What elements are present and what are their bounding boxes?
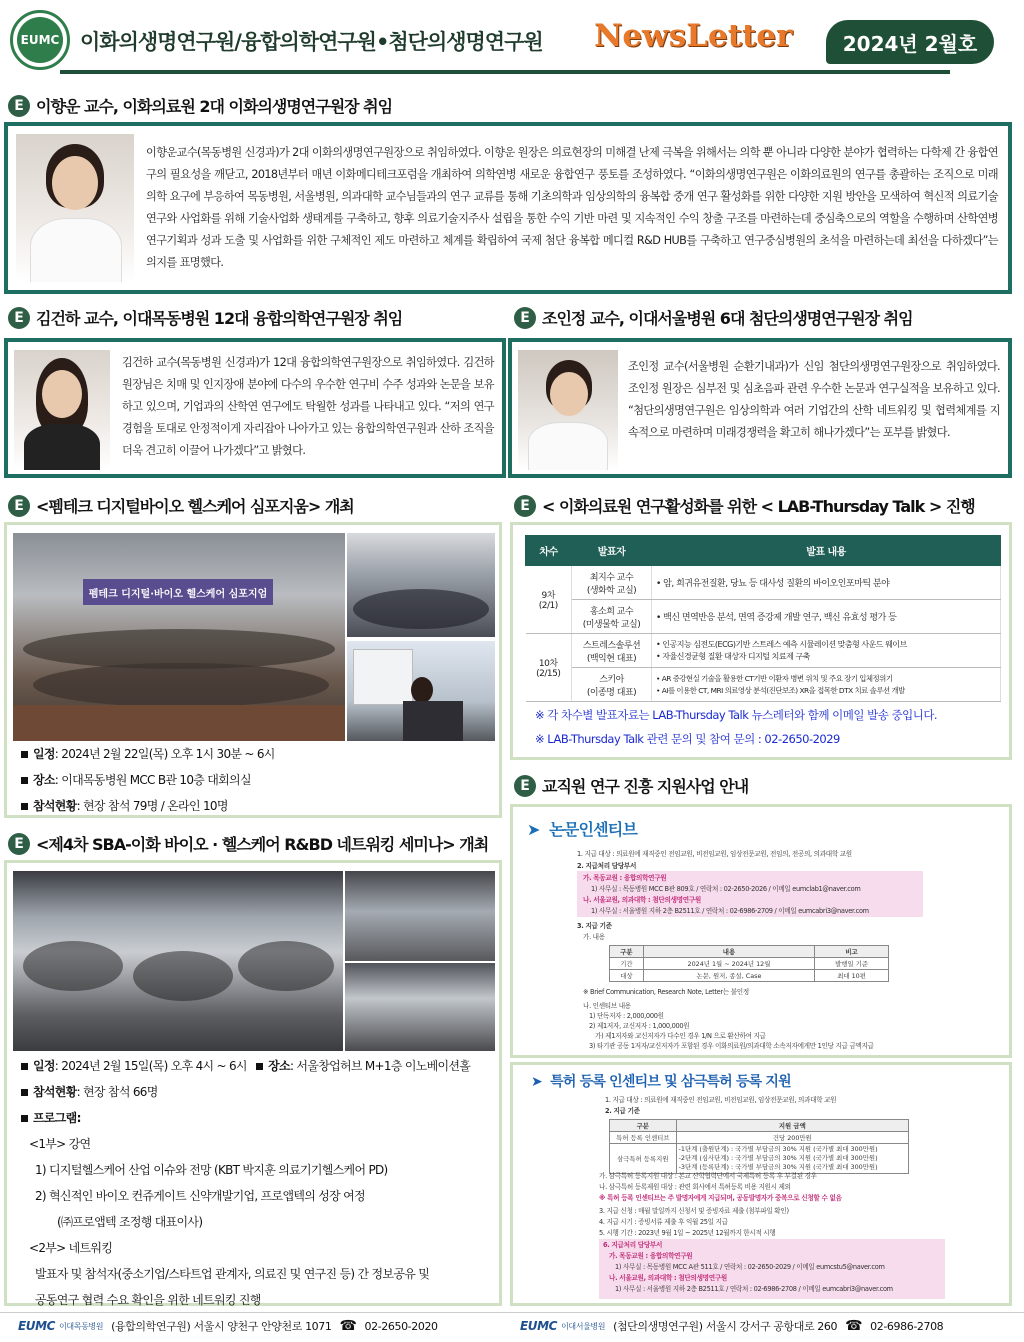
lab-header-speaker: 발표자 (572, 536, 652, 566)
sba-program-6: 발표자 및 참석자(중소기업/스타트업 관계자, 의료진 및 연구진 등) 간 정보공유 및 (35, 1267, 430, 1281)
table-row: 10차 (2/15) 스트레스솔루션 (백익현 대표) • 인공지능 심전도(ECG)기반 스트레스 예측 시뮬레이션 맞춤형 사운드 웨이브 • 자율신경균형 질환 대상자 디지털 치료제 구축 (526, 634, 1001, 668)
e-badge-icon: E (8, 95, 30, 117)
portrait-lee (16, 134, 134, 282)
cho-article-box (508, 338, 1012, 478)
portrait-cho (518, 350, 618, 470)
symposium-audience-photo (347, 533, 495, 637)
sba-program-1: <1부> 강연 (29, 1137, 91, 1151)
section-title-kim (8, 306, 402, 329)
phone-icon: ☎ (845, 1318, 863, 1334)
sba-box (4, 860, 502, 1306)
phone-icon: ☎ (339, 1318, 357, 1334)
section-title-lab (514, 494, 975, 517)
footer-phone-mokdong[interactable]: 02-2650-2020 (364, 1319, 438, 1333)
lab-header-content: 발표 내용 (652, 536, 1001, 566)
footer-logo-mokdong: EUMC (18, 1319, 56, 1333)
symposium-attendance: 참석현황: 현장 참석 79명 / 온라인 10명 (21, 793, 491, 819)
paper-incentive-title: ➤ 논문인센티브 (527, 820, 638, 839)
lee-article-box (4, 122, 1012, 294)
section-title-lee (8, 94, 392, 117)
section-title-symposium (8, 494, 354, 517)
table-row: 홍소희 교수 (미생물학 교실) • 백신 면역반응 분석, 면역 증강제 개발 연구, 백신 유효성 평가 등 (526, 600, 1001, 634)
sba-program-4: (㈜프로앱텍 조정행 대표이사) (57, 1215, 203, 1229)
lab-notice-1: ※ 각 차수별 발표자료는 LAB-Thursday Talk 뉴스레터와 함께 이메일 발송 중입니다. (535, 708, 938, 722)
footer-seoul: EUMC 이대서울병원 (첨단의생명연구원) 서울시 강서구 공항대로 260 ☎ 02-6986-2708 (520, 1318, 944, 1334)
section-title-text: 교직원 연구 진흥 지원사업 안내 (542, 777, 749, 796)
sba-session-photo-1 (345, 871, 495, 961)
sba-program-2: 1) 디지털헬스케어 산업 이슈와 전망 (KBT 박지훈 의료기기헬스케어 PD) (35, 1163, 388, 1177)
symposium-info (21, 741, 491, 819)
e-badge-icon: E (514, 307, 536, 329)
patent-incentive-box: ➤ 특허 등록 인센티브 및 삼극특허 등록 지원 1. 지급 대상 : 의료원에 재직중인 전임교원, 비전임교원, 임상전문교원, 의과대학 교원 2. 지급 기준 구분 지원 금액 특허 등록 인센티브 건당 200만원 삼극특허 등록지원 -1단계 (출원단계) : 국가별 부담금의 30% 지원 (국가별 최대 300만원) -2단계 (심사단계) : 국가별 부담금의 30% 지원 (국가별 최대 300만원) -3단계 (등록단계) : 국가별 부담금의 30% 지원 (국가별 최대 300만원) 가. 삼극특허 등록지원 대상 : 본교 산학협력단에서 국제특허 등록 후 부결된 경우 나. 삼극특허 등록제원 대상 : 관련 회사에서 특허등록 비용 지원시 제외 ※ 특허 등록 인센티브는 주 발명자에게 지급되며, 공동발명자가 중복으로 신청할 수 없음 3. 지급 신청 : 매월 말일까지 신청서 및 증빙자료 제출 (첨부파일 확인) 4. 지급 시기 : 증빙서류 제출 후 익월 25일 지급 5. 시행 기간 : 2023년 9월 1일 ~ 2025년 12월까지 한시적 시행 6. 지급처리 담당부서 가. 목동교원 : 융합의학연구원 1) 사무실 : 목동병원 MCC A관 511호 / 연락처 : 02-2650-2029 / 이메일 eumcstu5@naver.com 나. 서울교원, 의과대학 : 첨단의생명연구원 1) 사무실 : 서울병원 지하 2층 B2511호 / 연락처 : 02-6986-2708 / 이메일 eumcabri3@naver.com (510, 1062, 1012, 1306)
section-title-cho (514, 306, 913, 329)
symposium-banner: 펨테크 디지털·바이오 헬스케어 심포지엄 (83, 579, 273, 605)
sba-hall-photo (13, 871, 343, 1051)
table-row: 스키아 (이종명 대표) • AR 증강현실 기술을 활용한 CT기반 이환자 병변 위치 및 주요 장기 입체정위기 • AI를 이용한 CT, MRI 의료영상 분석(진단보조) XR을 접목한 DTX 치료 솔루션 개발 (526, 668, 1001, 702)
lab-box (510, 522, 1012, 760)
header (0, 0, 1024, 80)
lab-table (525, 535, 1001, 702)
e-badge-icon: E (8, 307, 30, 329)
section-title-text: < 이화의료원 연구활성화를 위한 < LAB-Thursday Talk > 진행 (542, 497, 975, 516)
lab-notice-2: ※ LAB-Thursday Talk 관련 문의 및 참여 문의 : 02-2650-2029 (535, 732, 840, 746)
paper-incentive-table: 구분 내용 비고 기간 2024년 1월 ~ 2024년 12월 발행일 기준 대상 논문, 원저, 종설, Case 최대 10편 (609, 945, 889, 982)
e-badge-icon: E (514, 495, 536, 517)
sba-session-photo-2 (345, 963, 495, 1051)
portrait-kim (14, 350, 110, 470)
header-divider (60, 70, 950, 74)
e-badge-icon: E (514, 775, 536, 797)
section-title-text: <펨테크 디지털바이오 헬스케어 심포지움> 개최 (36, 497, 354, 516)
footer-divider (0, 1312, 1024, 1313)
footer-mokdong: EUMC 이대목동병원 (융합의학연구원) 서울시 양천구 안양천로 1071 ☎ 02-2650-2020 (18, 1318, 438, 1334)
section-title-text: <제4차 SBA-이화 바이오 · 헬스케어 R&BD 네트워킹 세미나> 개최 (36, 835, 489, 854)
sba-info (21, 1053, 499, 1313)
eumc-logo-text: EUMC (17, 17, 63, 63)
section-title-text: 이향운 교수, 이화의료원 2대 이화의생명연구원장 취임 (36, 97, 393, 116)
cho-article-body: 조인정 교수(서울병원 순환기내과)가 신임 첨단의생명연구원장으로 취임하였다. 조인정 원장은 심부전 및 심초음파 관련 우수한 논문과 연구실적을 보유하고 있다. “첨단의생명연구원은 임상의학과 여러 기업간의 산학 네트워킹 및 협력체계를 지속적으로 마련하며 미래경쟁력을 확고히 해나가겠다”는 포부를 밝혔다. (628, 360, 1000, 439)
symposium-speaker-photo (347, 641, 495, 741)
section-title-text: 김건하 교수, 이대목동병원 12대 융합의학연구원장 취임 (36, 309, 403, 328)
symposium-place: 장소: 이대목동병원 MCC B관 10층 대회의실 (21, 767, 491, 793)
symposium-group-photo (13, 533, 345, 741)
e-badge-icon: E (8, 833, 30, 855)
sba-program-7: 공동연구 협력 수요 확인을 위한 네트워킹 진행 (35, 1293, 261, 1307)
lab-header-round: 차수 (526, 536, 572, 566)
footer-logo-seoul: EUMC (520, 1319, 558, 1333)
eumc-logo (10, 10, 70, 70)
sba-program-3: 2) 혁신적인 바이오 컨쥬게이트 신약개발기업, 프로앱텍의 성장 여정 (35, 1189, 365, 1203)
table-row: 9차 (2/1) 최지수 교수 (생화학 교실) • 암, 희귀유전질환, 당뇨 등 대사성 질환의 바이오인포마틱 분야 (526, 566, 1001, 600)
issue-badge: 2024년 2월호 (826, 20, 994, 64)
kim-article-body: 김건하 교수(목동병원 신경과)가 12대 융합의학연구원장으로 취임하였다. 김건하 원장님은 치매 및 인지장애 분야에 다수의 우수한 연구비 수주 성과와 논문을 보유하고 있으며, 기업과의 산학연 연구에도 탁월한 성과를 나타내고 있다. “저의 연구 경험을 토대로 안정적이게 자리잡아 나아가고 있는 융합의학연구원과 산하 조직을 더욱 견고히 이끌어 나가겠다”고 밝혔다. (122, 356, 494, 457)
newsletter-logo: NewsLetter (594, 18, 793, 54)
paper-incentive-box: ➤ 논문인센티브 1. 지급 대상 : 의료원에 재직중인 전임교원, 비전임교원, 임상전문교원, 전임의, 전공의, 의과대학 교원 2. 지급처리 담당부서 가. 목동교원 : 융합의학연구원 1) 사무실 : 목동병원 MCC B관 809호 / 연락처 : 02-2650-2026 / 이메일 eumclab1@naver.com 나. 서울교원, 의과대학 : 첨단의생명연구원 1) 사무실 : 서울병원 지하 2층 B2511호 / 연락처 : 02-6986-2709 / 이메일 eumcabri3@naver.com 3. 지급 기준 가. 내용 구분 내용 비고 기간 2024년 1월 ~ 2024년 12월 발행일 기준 대상 논문, 원저, 종설, Case 최대 10편 ※ Brief Communication, Research Note, Letter는 불인정 나. 인센티브 내용 1) 단독저자 : 2,000,000원 2) 제1저자, 교신저자 : 1,000,000원 가) 제1저자와 교신저자가 다수인 경우 1/N 으로 환산하여 지급 3) 타기관 공동 1저자/교신저자가 포함된 경우 이화의료원/의과대학 소속저자에게만 1인당 지급 금액지급 (510, 804, 1012, 1058)
sba-attendance: 참석현황: 현장 참석 66명 (21, 1079, 499, 1105)
section-title-sba (8, 832, 488, 855)
footer-phone-seoul[interactable]: 02-6986-2708 (870, 1319, 944, 1333)
section-title-support (514, 774, 748, 797)
lee-article-body: 이향운교수(목동병원 신경과)가 2대 이화의생명연구원장으로 취임하였다. 이향운 원장은 의료현장의 미해결 난제 극복을 위해서는 의학 뿐 아니라 다양한 분야가 협력하는 다학제 간 융합연구의 필요성을 깨닫고, 2018년부터 매년 이화메디테크포럼을 개최하여 의학연병 새로운 융합연구 풍토를 조성하였다. “이화의생명연구원은 이화의료원의 연구를 총괄하는 조직으로 미래 의학 요구에 부응하여 목동병원, 서울병원, 의과대학 교수님들과의 연구 교류를 통해 기초의학과 임상의학의 융복합 중개 연구 활성화를 위한 다양한 지원 방안을 모색하여 혁신적 의료기술 연구와 사업화를 위해 기술사업화 생태계를 구축하고, 향후 의료기술지주사 설립을 통한 수익 기반 마련 및 지속적인 수익 창출 구조를 마련하는데 중심축으로의 역할을 수행하며 산학연병 연구기획과 성과 도출 및 사업화를 위한 구체적인 제도 마련하고 체계를 확립하여 국제 첨단 융복합 메디컬 R&D HUB를 구축하고 연구중심병원의 초석을 마련하는데 최선을 다하겠다”는 의지를 표명했다. (146, 146, 998, 269)
sba-date-place: 일정: 2024년 2월 15일(목) 오후 4시 ~ 6시 장소: 서울창업허브 M+1층 이노베이션홀 (21, 1053, 499, 1079)
patent-incentive-table: 구분 지원 금액 특허 등록 인센티브 건당 200만원 삼극특허 등록지원 -1단계 (출원단계) : 국가별 부담금의 30% 지원 (국가별 최대 300만원) -2단계 (심사단계) : 국가별 부담금의 30% 지원 (국가별 최대 300만원) -3단계 (등록단계) : 국가별 부담금의 30% 지원 (국가별 최대 300만원) (609, 1119, 909, 1174)
sba-program-5: <2부> 네트워킹 (29, 1241, 113, 1255)
patent-incentive-title: ➤ 특허 등록 인센티브 및 삼극특허 등록 지원 (531, 1074, 791, 1090)
symposium-date: 일정: 2024년 2월 22일(목) 오후 1시 30분 ~ 6시 (21, 741, 491, 767)
section-title-text: 조인정 교수, 이대서울병원 6대 첨단의생명연구원장 취임 (542, 309, 913, 328)
e-badge-icon: E (8, 495, 30, 517)
symposium-box (4, 522, 502, 818)
institute-title: 이화의생명연구원/융합의학연구원•첨단의생명연구원 (80, 30, 543, 54)
kim-article-box (4, 338, 506, 478)
sba-program-label: 프로그램: (21, 1105, 499, 1131)
